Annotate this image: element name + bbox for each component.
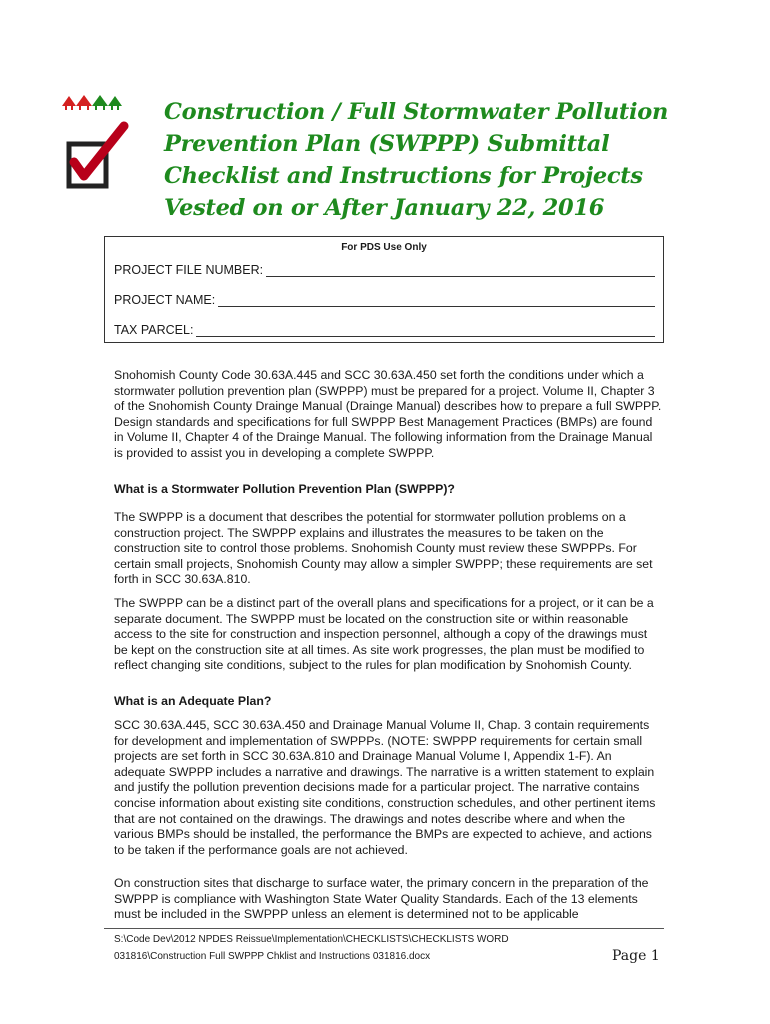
project-name-label: PROJECT NAME:	[114, 293, 216, 307]
project-name-blank[interactable]	[218, 294, 655, 307]
footer-file-path-line-1: S:\Code Dev\2012 NPDES Reissue\Implementation\CHECKLISTS\CHECKLISTS WORD	[114, 934, 509, 945]
section-heading-adequate-plan: What is an Adequate Plan?	[114, 694, 272, 708]
section-heading-what-is-swppp: What is a Stormwater Pollution Prevention Plan (SWPPP)?	[114, 482, 455, 496]
title-line-4: Vested on or After January 22, 2016	[164, 195, 605, 221]
pds-box-heading: For PDS Use Only	[341, 242, 427, 253]
swppp-definition-paragraph: The SWPPP is a document that describes the potential for stormwater pollution problems on a construction project. The SWPPP explains and illustrates the measures to be taken on the construction site to control those problems. Snohomish County must review these SWPPPs. For certain small projects, Snohomish County may allow a simpler SWPPP; these requirements are set forth in SCC 30.63A.810.	[114, 510, 653, 587]
pds-use-only-box	[104, 236, 664, 343]
project-file-number-label: PROJECT FILE NUMBER:	[114, 263, 264, 277]
swppp-location-paragraph: The SWPPP can be a distinct part of the overall plans and specifications for a project, or it can be a separate document. The SWPPP must be located on the construction site or within reasonable access to the site for construction and inspection personnel, although a copy of the drawings must be kept on the construction site at all times. As site work progresses, the plan must be modified to reflect changing site conditions, subject to the rules for plan modification by Snohomish County.	[114, 596, 654, 673]
title-line-2: Prevention Plan (SWPPP) Submittal	[164, 131, 610, 157]
document-title	[164, 96, 724, 224]
adequate-plan-paragraph: SCC 30.63A.445, SCC 30.63A.450 and Drainage Manual Volume II, Chap. 3 contain requirements for development and implementation of SWPPPs. (NOTE: SWPPP requirements for certain small projects are set forth in SCC 30.63A.810 and Drainage Manual Volume I, Appendix 1-F). An adequate SWPPP includes a narrative and drawings. The narrative is a written statement to explain and justify the pollution prevention decisions made for a particular project. The narrative contains concise information about existing site conditions, construction schedules, and other pertinent items that are not contained on the drawings. The drawings and notes describe where and when the various BMPs should be installed, the performance the BMPs are expected to achieve, and actions to be taken if the performance goals are not achieved.	[114, 718, 656, 857]
project-file-number-blank[interactable]	[266, 264, 655, 277]
tax-parcel-blank[interactable]	[196, 324, 655, 337]
tax-parcel-label: TAX PARCEL:	[114, 323, 194, 337]
footer-file-path-line-2: 031816\Construction Full SWPPP Chklist and Instructions 031816.docx	[114, 951, 431, 962]
tax-parcel-field[interactable]	[114, 323, 655, 337]
title-line-3: Checklist and Instructions for Projects	[164, 163, 643, 189]
page-number: Page 1	[612, 948, 660, 964]
title-line-1: Construction / Full Stormwater Pollution	[164, 99, 669, 125]
project-name-field[interactable]	[114, 293, 655, 307]
project-file-number-field[interactable]	[114, 263, 655, 277]
footer-divider	[104, 928, 664, 929]
pds-checkmark-logo-icon	[60, 92, 130, 192]
intro-paragraph: Snohomish County Code 30.63A.445 and SCC 30.63A.450 set forth the conditions under which a stormwater pollution prevention plan (SWPPP) must be prepared for a project. Volume II, Chapter 3 of the Snohomish County Drainge Manual (Drainge Manual) describes how to prepare a full SWPPP. Design standards and specifications for full SWPPP Best Management Practices (BMPs) are found in Volume II, Chapter 4 of the Drainge Manual. The following information from the Drainage Manual is provided to assist you in developing a complete SWPPP.	[114, 368, 662, 460]
surface-water-paragraph: On construction sites that discharge to surface water, the primary concern in the preparation of the SWPPP is compliance with Washington State Water Quality Standards. Each of the 13 elements must be included in the SWPPP unless an element is determined not to be applicable	[114, 876, 649, 922]
